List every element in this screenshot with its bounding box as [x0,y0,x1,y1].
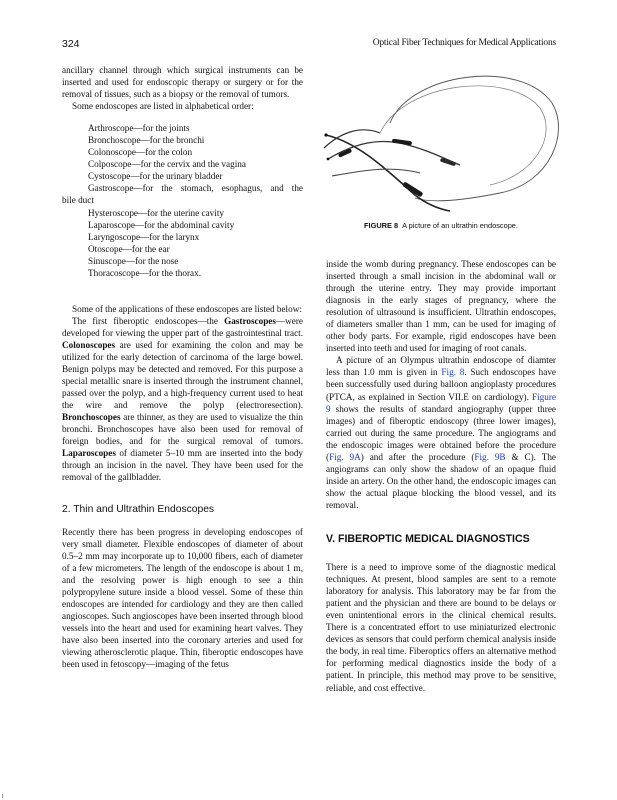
figure-link[interactable]: Figure 9 [326,391,556,414]
term-gastroscopes: Gastroscopes [224,315,276,326]
list-item: Cystoscope—for the urinary bladder [88,171,223,182]
term-colonoscopes: Colonoscopes [62,339,116,350]
list-item: Bronchoscope—for the bronchi [88,135,205,146]
list-item: Hysteroscope—for the uterine cavity [88,207,224,218]
paragraph: Some of the applications of these endoscopes are listed below: [72,303,302,314]
paragraph: There is a need to improve some of the diagnostic medical techniques. At present, blood samples are sent to a remote laboratory for analysis. This laboratory may be far from the patient and the physician and there are bound to be delays or even unintentional errors in the clinical chemical results. There is a concentrated effort to use miniaturized electronic devices as sensors that could perform chemical analysis inside the body, in real time. Fiberoptics offers an alternative method for performing medical diagnostics inside the body of a patient. In principle, this method may prove to be sensitive, reliable, and cost effective. [326,562,556,693]
figure-label: FIGURE 8 [364,221,399,230]
list-item: Sinuscope—for the nose [88,255,179,266]
connector-tip [324,133,327,136]
paragraph: A picture of an Olympus ultrathin endoscope of diamter less than 1.0 mm is given in Fig. 8. Such endoscopes have been successfully used during balloon angioplasty procedures (PTCA, as explained in Section VII.E on cardiology). Figure 9 shows the results of standard angiography (upper three images) and of fiberoptic endoscopy (three lower images), carried out during the same procedure. The angiograms and the endoscopic images were obtained before the procedure (Fig. 9A) and after the procedure (Fig. 9B & C). The angiograms can only show the shadow of an opaque fluid inside an artery. On the other hand, the endoscopic images can show the actual plaque blocking the blood vessel, and its removal. [326,355,557,510]
list-item: Laparoscope—for the abdominal cavity [88,219,235,230]
section-heading: V. FIBEROPTIC MEDICAL DIAGNOSTICS [326,532,530,545]
paragraph: Some endoscopes are listed in alphabetical order: [72,101,254,112]
figure-link[interactable]: Fig. 8 [441,367,465,378]
figure-caption [326,221,556,230]
right-column [326,258,556,694]
term-laparoscopes: Laparoscopes [62,448,116,459]
section-heading: 2. Thin and Ultrathin Endoscopes [62,503,215,515]
figure-caption-text: A picture of an ultrathin endoscope. [402,221,518,230]
paragraph: The first fiberoptic endoscopes—the Gastroscopes—were developed for viewing the upper part of the gastrointestinal tract. Colonoscopes are used for examining the colon and may be utilized for the early detection of carcinoma of the large bowel. Benign polyps may be detected and removed. For this purpose a special metallic snare is inserted through the instrument channel, passed over the polyp, and a high-frequency current used to heat the wire and remove the polyp (electroresection). Bronchoscopes are thinner, as they are used to visualize the thin bronchi. Bronchoscopes have also been used for removal of foreign bodies, and for the surgical removal of tumors. Laparoscopes of diameter 5–10 mm are inserted into the body through an incision in the navel. They have been used for the removal of the gallbladder. [62,315,303,483]
list-item: Thoracoscope—for the thorax. [88,267,202,278]
page-number: 324 [62,38,80,50]
list-item: Otoscope—for the ear [88,243,170,254]
figure-link[interactable]: Fig. 9B [474,451,506,462]
term-bronchoscopes: Bronchoscopes [62,412,121,423]
list-item: Colposcope—for the cervix and the vagina [88,159,246,170]
endoscope-figure [320,63,560,218]
running-title: Optical Fiber Techniques for Medical Applications [372,38,556,48]
endoscope-list [62,122,303,279]
paragraph: inside the womb during pregnancy. These endoscopes can be inserted through a small incision in the abdominal wall or through the uterine entry. They may provide important diagnosis in the early stages of pregnancy, where the resolution of ultrasound is insufficient. Ultrathin endoscopes, of diameters smaller than 1 mm, can be used for imaging of other body parts. For example, rigid endoscopes have been inserted into teeth and used for imaging of root canals. [326,259,556,354]
list-item: Arthroscope—for the joints [88,123,190,134]
list-item: bile duct [62,195,94,206]
page-edge-mark [2,794,3,798]
paragraph: Recently there has been progress in developing endoscopes of very small diameter. Flexible endoscopes of diameter of about 0.5–2 mm may incorporate up to 10,000 fibers, each of diameter of a few micrometers. The length of the endoscope is about 1 m, and the resolving power is high enough to see a thin polypropylene suture inside a blood vessel. Some of these thin endoscopes are intended for cardiology and they are then called angioscopes. Such angioscopes have been inserted through blood vessels into the heart and used for examining heart valves. They have also been inserted into the coronary arteries and used for viewing atherosclerotic plaque. Thin, fiberoptic endoscopes have been used in fetoscopy—imaging of the fetus [62,526,303,670]
connector-tip [327,158,330,161]
list-item: Laryngoscope—for the larynx [88,231,200,242]
figure-link[interactable]: Fig. 9A [329,451,361,462]
paragraph: ancillary channel through which surgical instruments can be inserted and used for endoscopic therapy or surgery or for the removal of tissues, such as a biopsy or the removal of tumors. [62,65,303,100]
list-item: Gastroscope—for the stomach, esophagus, and the [88,183,303,194]
list-item: Colonoscope—for the colon [88,147,193,158]
page-header [62,38,556,52]
left-column [62,64,303,670]
